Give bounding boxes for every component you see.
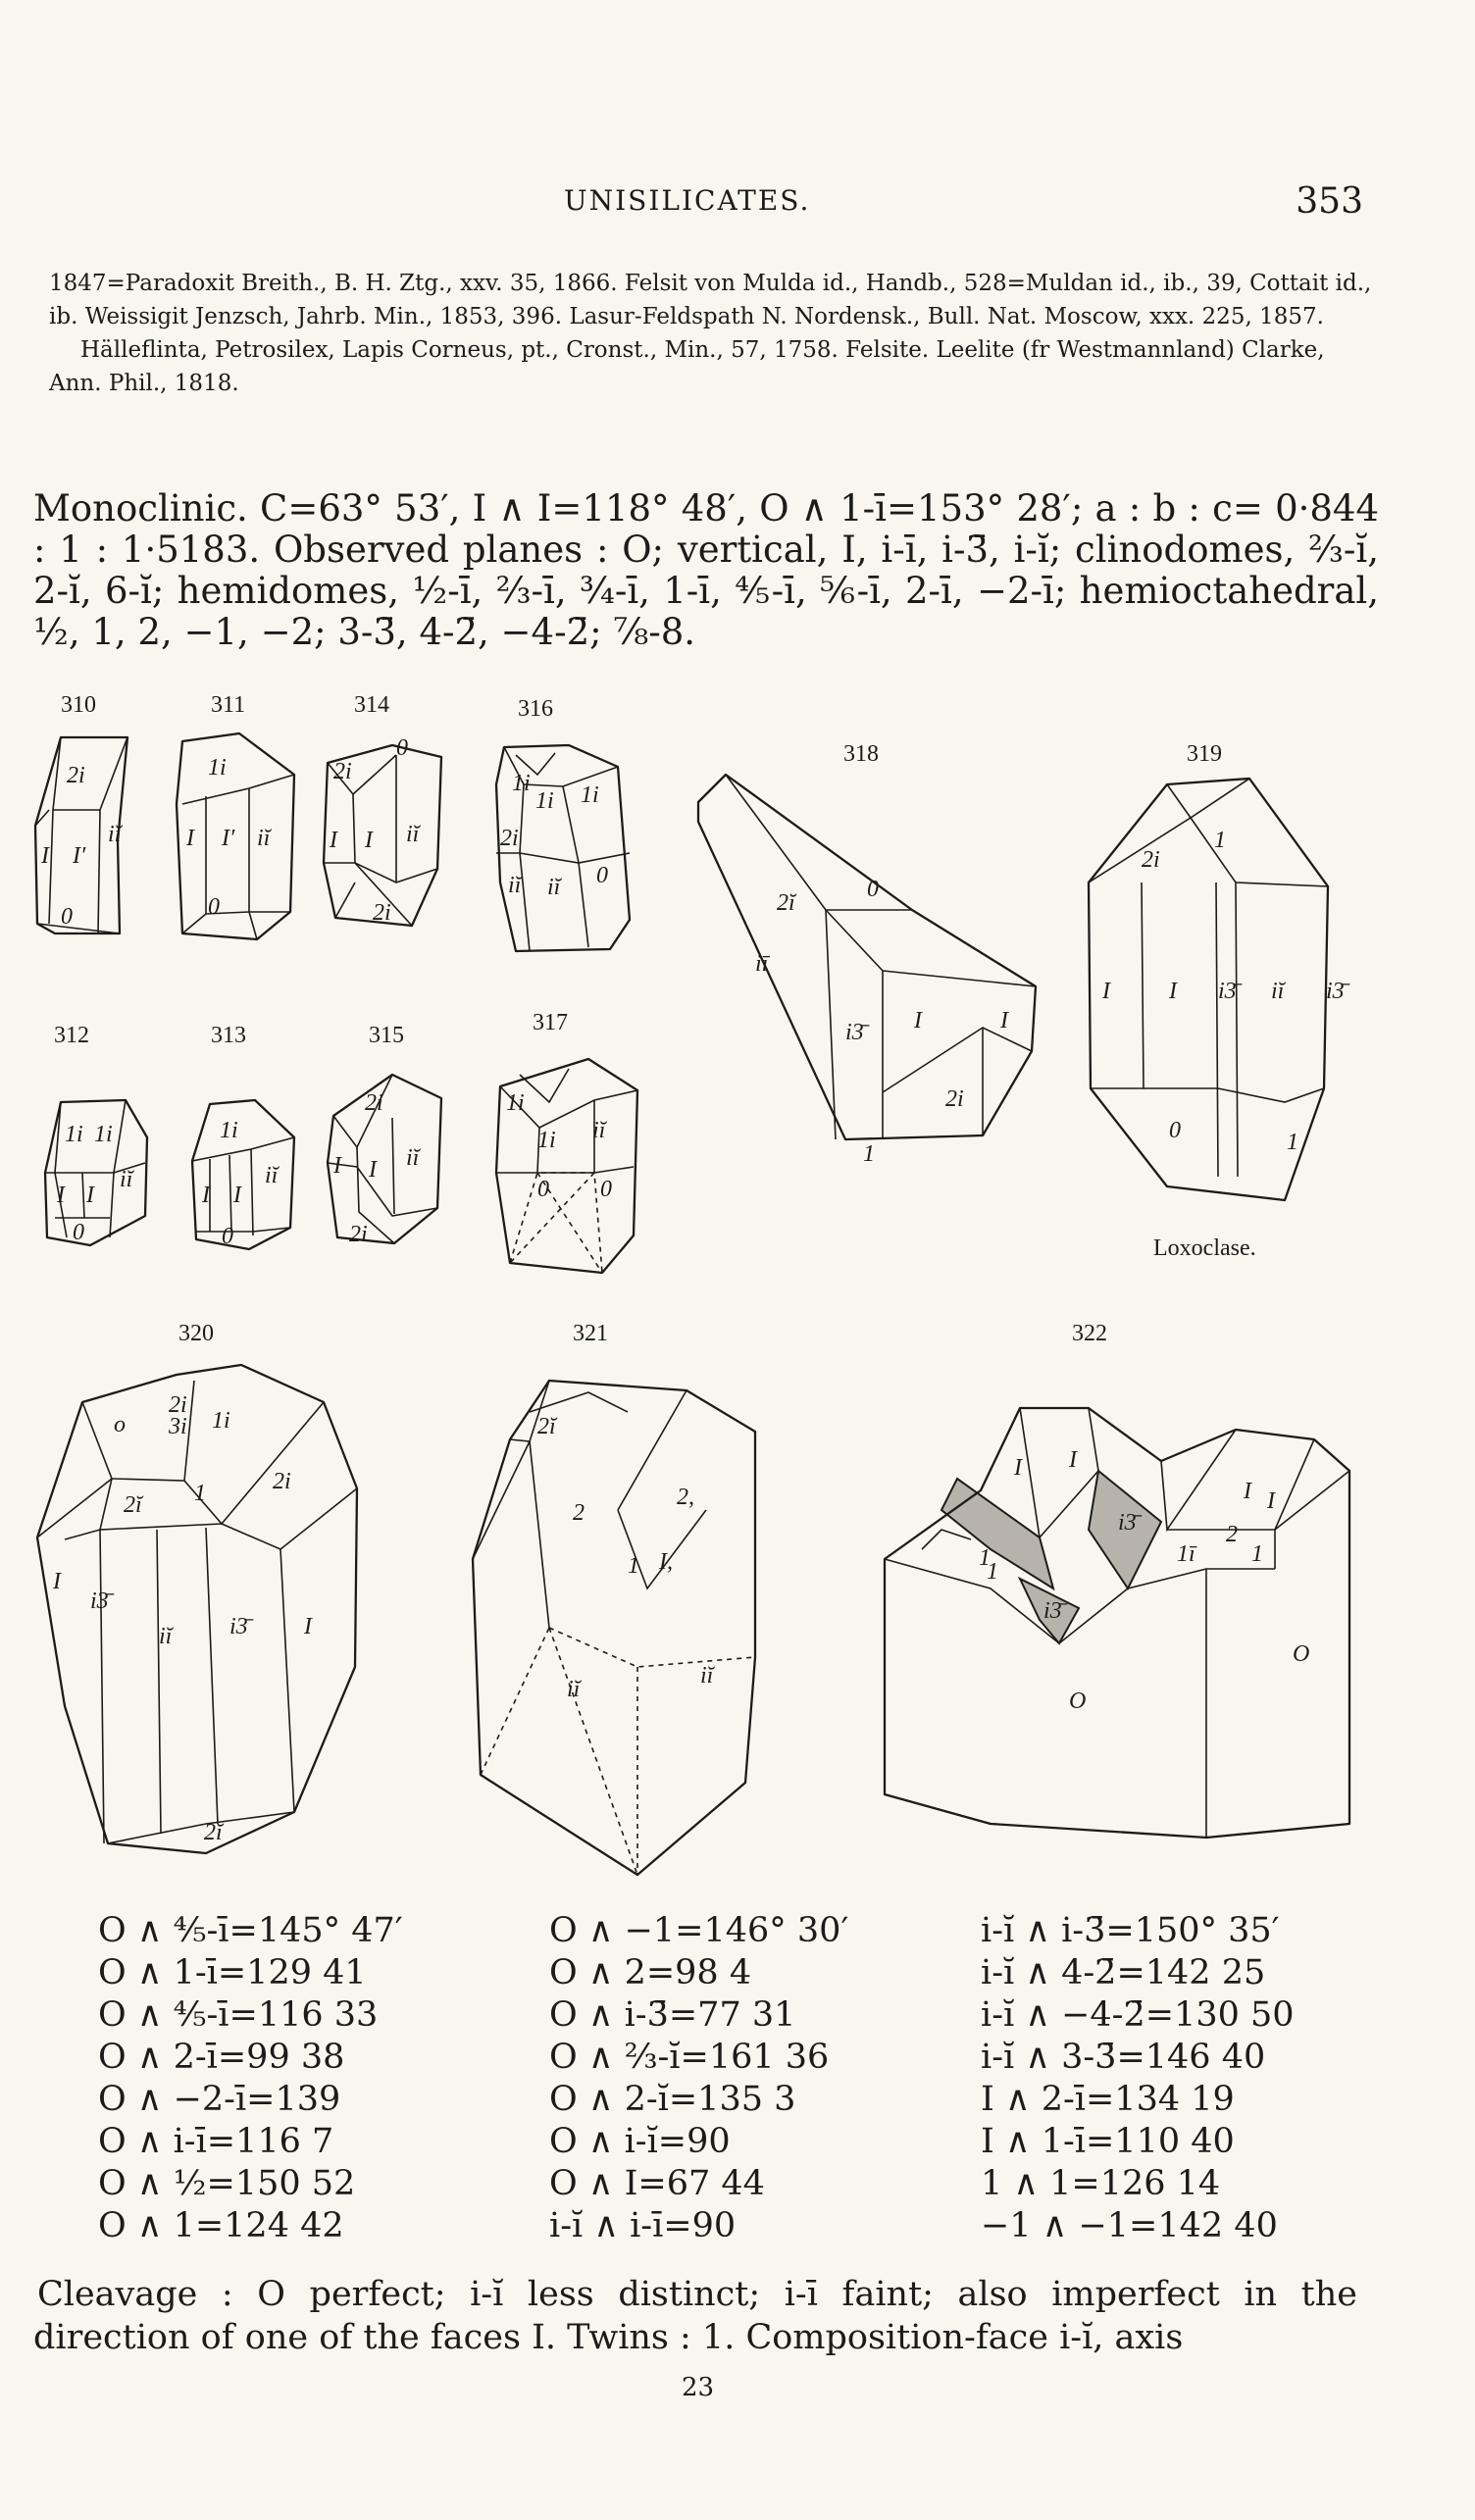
figure-315: [328, 1075, 441, 1247]
face-label: I: [1014, 1455, 1022, 1481]
angle-entry: O ∧ 2-ī=99 38: [98, 2038, 345, 2077]
angle-entry: O ∧ i-ī=116 7: [98, 2122, 334, 2161]
face-label: 0: [61, 904, 73, 930]
face-label: 0: [73, 1220, 84, 1245]
angle-entry: 1 ∧ 1=126 14: [981, 2164, 1221, 2203]
face-label: 1: [628, 1553, 639, 1579]
fig-number: 314: [354, 692, 389, 718]
face-label: i3̄: [845, 1020, 864, 1045]
crystallography-paragraph: Monoclinic. C=63° 53′, I ∧ I=118° 48′, O ∧ 1-ī=153° 28′; a : b : c= 0·844 : 1 : 1·5183. Observed planes : O; vertical, I, i-ī, i-3̄, i-ĭ; clinodomes, ⅔-ĭ, 2-ĭ, 6-ĭ; hemidomes, ½-ī, ⅔-ī, ¾-ī, 1-ī, ⅘-ī, ⅚-ī, 2-ī, −2-ī; hemioctahedral, ½, 1, 2, −1, −2; 3-3̄, 4-2̄, −4-2̄; ⅞-8.: [33, 487, 1379, 653]
face-label: I: [57, 1183, 65, 1208]
face-label: 1i: [94, 1122, 113, 1147]
face-label: I: [202, 1183, 210, 1208]
face-label: 0: [1169, 1118, 1181, 1143]
face-label: I′: [222, 826, 235, 851]
figure-311: [177, 733, 294, 939]
face-label: 2i: [365, 1090, 383, 1116]
face-label: iĭ: [547, 875, 561, 900]
angle-entry: O ∧ ⅔-ĭ=161 36: [549, 2038, 830, 2077]
face-label: I: [333, 1153, 341, 1179]
face-label: 1i: [208, 755, 227, 781]
figure-317: [496, 1059, 637, 1273]
angle-entry: −1 ∧ −1=142 40: [981, 2206, 1278, 2245]
angle-table: [98, 1910, 1373, 2247]
face-label: iī: [755, 951, 769, 977]
running-head: UNISILICATES.: [564, 184, 811, 217]
face-label: 0: [396, 735, 408, 761]
face-label: I: [233, 1183, 241, 1208]
angle-entry: i-ĭ ∧ i-3̄=150° 35′: [981, 1911, 1280, 1950]
face-label: 2ĭ: [537, 1414, 556, 1439]
face-label: i3̄: [1043, 1598, 1062, 1624]
face-label: iĭ: [257, 826, 271, 851]
face-label: 1i: [220, 1118, 238, 1143]
angle-entry: O ∧ −1=146° 30′: [549, 1911, 849, 1950]
angle-column-3: [981, 1910, 1373, 2247]
fig-number: 316: [518, 696, 553, 722]
face-label: I: [1102, 979, 1110, 1004]
figure-314: [324, 735, 441, 926]
figure-320: [37, 1365, 357, 1853]
face-label: 0: [596, 863, 608, 888]
face-label: i3̄: [1326, 979, 1345, 1004]
face-label: 1i: [212, 1408, 230, 1434]
angle-entry: O ∧ 2=98 4: [549, 1953, 752, 1992]
angle-entry: O ∧ 1=124 42: [98, 2206, 344, 2245]
signature-mark: 23: [682, 2373, 715, 2402]
figure-310: [35, 737, 127, 933]
face-label: 1: [987, 1559, 998, 1585]
angle-entry: O ∧ I=67 44: [549, 2164, 765, 2203]
face-label: I′: [73, 843, 86, 869]
face-label: I: [369, 1157, 377, 1183]
face-label: O: [1069, 1688, 1087, 1714]
face-label: I: [53, 1569, 61, 1594]
face-label: iĭ: [1271, 979, 1285, 1004]
face-label: 0: [867, 877, 879, 902]
face-label: 2,: [677, 1485, 694, 1510]
face-label: 2i: [333, 759, 352, 784]
cleavage-paragraph: Cleavage : O perfect; i-ĭ less distinct; i-ī faint; also imperfect in the direction of one of the faces I. Twins : 1. Composition-face i-ĭ, axis: [33, 2275, 1357, 2357]
figure-312: [45, 1100, 147, 1245]
face-label: I: [1069, 1447, 1077, 1473]
face-label: 0: [208, 894, 220, 920]
face-label: 2: [1226, 1522, 1238, 1547]
face-label: 1ī: [1177, 1541, 1195, 1567]
fig-number: 311: [211, 692, 246, 718]
face-label: 1i: [506, 1090, 525, 1116]
face-label: 1i: [65, 1122, 83, 1147]
face-label: 2i: [945, 1086, 964, 1112]
face-label: 2ĭ: [124, 1492, 142, 1518]
face-label: 1i: [537, 1128, 556, 1153]
face-label: i3̄: [1118, 1510, 1137, 1536]
face-label: 2ĭ: [204, 1820, 223, 1845]
face-label: 1: [194, 1481, 206, 1506]
figure-318: [698, 775, 1036, 1167]
face-label: 1: [1287, 1130, 1298, 1155]
angle-entry: i-ĭ ∧ −4-2̄=130 50: [981, 1995, 1295, 2035]
fig-number: 310: [61, 692, 96, 718]
synonyms-paragraph-2: Hälleflinta, Petrosilex, Lapis Corneus, pt., Cronst., Min., 57, 1758. Felsite. Leelite (fr Westmannland) Clarke, Ann. Phil., 1818.: [49, 337, 1325, 396]
face-label: 2i: [1142, 847, 1160, 873]
face-label: I: [330, 828, 337, 853]
figure-321: [473, 1381, 755, 1875]
angle-entry: I ∧ 1-ī=110 40: [981, 2122, 1235, 2161]
face-label: I: [914, 1008, 922, 1033]
face-label: iĭ: [700, 1663, 714, 1688]
synonyms-paragraph-1: 1847=Paradoxit Breith., B. H. Ztg., xxv. 35, 1866. Felsit von Mulda id., Handb., 528=Muldan id., ib., 39, Cottait id., ib. Weissigit Jenzsch, Jahrb. Min., 1853, 396. Lasur-Feldspath N. Nordensk., Bull. Nat. Moscow, xxx. 225, 1857.: [49, 271, 1372, 329]
angle-entry: O ∧ ⅘-ī=145° 47′: [98, 1911, 403, 1950]
face-label: iĭ: [265, 1163, 279, 1188]
angle-entry: O ∧ ½=150 52: [98, 2164, 356, 2203]
face-label: 1i: [512, 771, 531, 796]
angle-entry: I ∧ 2-ī=134 19: [981, 2080, 1235, 2119]
face-label: 2i: [500, 826, 519, 851]
figure-316: [496, 745, 630, 951]
face-label: 1: [979, 1545, 991, 1571]
fig-number: 317: [533, 1010, 568, 1035]
face-label: 1: [1251, 1541, 1263, 1567]
face-label: I: [41, 843, 49, 869]
fig-number: 313: [211, 1023, 246, 1048]
figure-caption-loxoclase: Loxoclase.: [1153, 1235, 1256, 1261]
face-label: I: [86, 1183, 94, 1208]
face-label: 1i: [581, 782, 599, 808]
face-label: 2ĭ: [777, 890, 795, 916]
face-label: 0: [222, 1224, 233, 1249]
face-label: 2: [573, 1500, 585, 1526]
figure-313: [192, 1100, 294, 1249]
face-label: iĭ: [508, 873, 522, 898]
fig-number: 318: [843, 741, 879, 767]
angle-entry: O ∧ i-3̄=77 31: [549, 1995, 796, 2035]
face-label: iĭ: [567, 1677, 581, 1702]
fig-number: 322: [1072, 1321, 1107, 1346]
fig-number: 319: [1187, 741, 1222, 767]
face-label: i3̄: [90, 1588, 109, 1614]
angle-entry: O ∧ 2-ĭ=135 3: [549, 2080, 796, 2119]
face-label: I: [186, 826, 194, 851]
angle-column-1: [98, 1910, 471, 2247]
face-label: iĭ: [406, 822, 420, 847]
face-label: i3̄: [1218, 979, 1237, 1004]
face-label: 2i: [169, 1392, 187, 1418]
angle-entry: O ∧ 1-ī=129 41: [98, 1953, 367, 1992]
angle-entry: i-ĭ ∧ 3-3̄=146 40: [981, 2038, 1266, 2077]
face-label: 3i: [169, 1414, 187, 1439]
face-label: I: [1169, 979, 1177, 1004]
angle-entry: O ∧ i-ĭ=90: [549, 2122, 731, 2161]
angle-entry: O ∧ −2-ī=139: [98, 2080, 341, 2119]
face-label: iĭ: [120, 1167, 133, 1192]
figure-319: [1089, 779, 1350, 1200]
face-label: 1: [1214, 828, 1226, 853]
page-number: 353: [1296, 181, 1363, 222]
face-label: 0: [600, 1177, 612, 1202]
face-label: iĭ: [159, 1624, 173, 1649]
face-label: 2i: [349, 1222, 368, 1247]
face-label: o: [114, 1412, 126, 1437]
face-label: iĭ: [108, 822, 122, 847]
face-label: i3̄: [229, 1614, 248, 1639]
face-label: I: [1267, 1488, 1275, 1514]
angle-entry: O ∧ ⅘-ī=116 33: [98, 1995, 379, 2035]
face-label: iĭ: [592, 1118, 606, 1143]
face-label: I: [304, 1614, 312, 1639]
face-label: O: [1293, 1641, 1310, 1667]
angle-entry: i-ĭ ∧ 4-2̄=142 25: [981, 1953, 1266, 1992]
face-label: 2i: [273, 1469, 291, 1494]
face-label: 0: [537, 1177, 549, 1202]
figure-322: [885, 1408, 1349, 1838]
face-label: iĭ: [406, 1145, 420, 1171]
face-label: 1: [863, 1141, 875, 1167]
face-label: 1i: [535, 788, 554, 814]
face-label: I: [1244, 1479, 1251, 1504]
angle-entry: i-ĭ ∧ i-ī=90: [549, 2206, 737, 2245]
face-label: 2i: [67, 763, 85, 788]
face-label: I,: [659, 1549, 673, 1575]
fig-number: 320: [178, 1321, 214, 1346]
angle-column-2: [549, 1910, 902, 2247]
fig-number: 312: [54, 1023, 89, 1048]
fig-number: 315: [369, 1023, 404, 1048]
face-label: I: [365, 828, 373, 853]
face-label: 2i: [373, 900, 391, 926]
fig-number: 321: [573, 1321, 608, 1346]
face-label: I: [1000, 1008, 1008, 1033]
